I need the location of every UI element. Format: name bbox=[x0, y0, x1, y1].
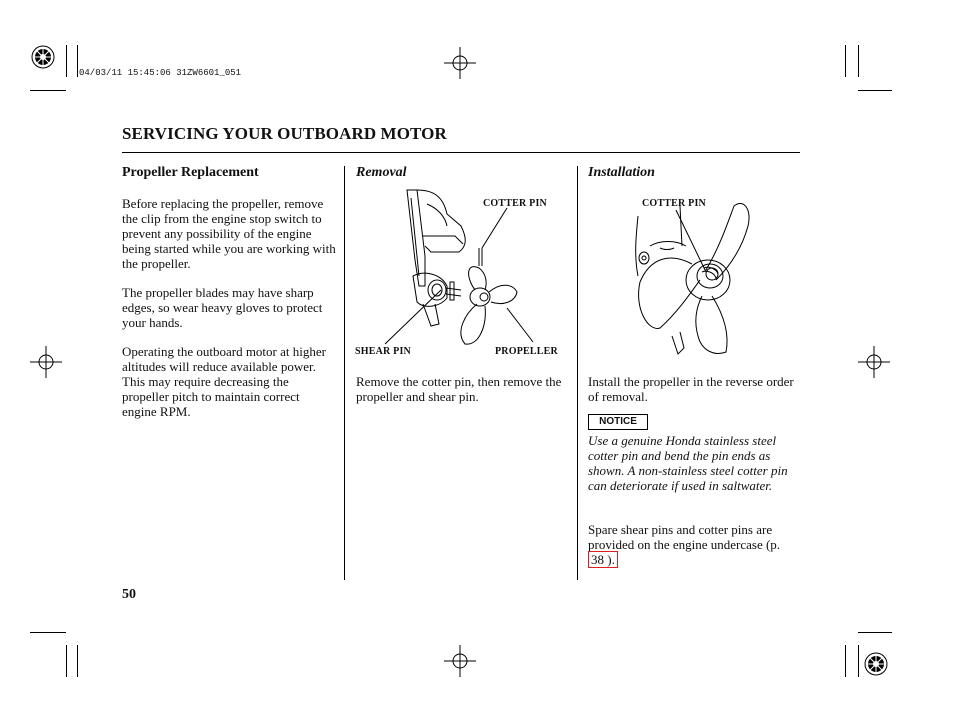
spare-pins-text bbox=[588, 522, 800, 567]
spare-pins-sentence: Spare shear pins and cotter pins are provided on the engine undercase (p. bbox=[588, 522, 781, 552]
page-number: 50 bbox=[122, 587, 136, 602]
removal-heading: Removal bbox=[356, 165, 407, 180]
paragraph-safety: Before replacing the propeller, remove the clip from the engine stop switch to prevent any possibility of the engine being started while you are working with the propeller. bbox=[122, 196, 336, 271]
starburst-mark-bottom-right bbox=[864, 652, 888, 676]
paragraph-altitude: Operating the outboard motor at higher altitudes will reduce available power. This may require decreasing the propeller pitch to maintain correct engine RPM. bbox=[122, 344, 326, 419]
paragraph-gloves: The propeller blades may have sharp edges, so wear heavy gloves to protect your hands. bbox=[122, 285, 323, 330]
column-divider-2 bbox=[577, 166, 578, 580]
removal-instructions: Remove the cotter pin, then remove the propeller and shear pin. bbox=[356, 374, 562, 404]
notice-text: Use a genuine Honda stainless steel cotter pin and bend the pin ends as shown. A non-stainless steel cotter pin can deteriorate if used in saltwater. bbox=[588, 433, 788, 493]
header-rule bbox=[122, 152, 800, 153]
registration-mark-right bbox=[858, 346, 890, 378]
section-title: SERVICING YOUR OUTBOARD MOTOR bbox=[122, 124, 447, 143]
label-propeller: PROPELLER bbox=[495, 346, 558, 357]
label-cotter-pin-installation: COTTER PIN bbox=[642, 198, 706, 209]
installation-heading: Installation bbox=[588, 165, 655, 180]
propeller-replacement-heading: Propeller Replacement bbox=[122, 165, 259, 180]
label-cotter-pin-removal: COTTER PIN bbox=[483, 198, 547, 209]
removal-illustration bbox=[355, 186, 570, 356]
label-shear-pin: SHEAR PIN bbox=[355, 346, 411, 357]
registration-mark-bottom bbox=[444, 645, 476, 677]
column-divider-1 bbox=[344, 166, 345, 580]
registration-mark-top bbox=[444, 47, 476, 79]
starburst-mark-top-left bbox=[31, 45, 55, 69]
installation-instructions: Install the propeller in the reverse order of removal. bbox=[588, 374, 794, 404]
registration-mark-left bbox=[30, 346, 62, 378]
notice-badge: NOTICE bbox=[588, 414, 648, 430]
installation-illustration bbox=[620, 196, 760, 360]
page-reference-link[interactable]: 38 ). bbox=[588, 551, 618, 568]
print-stamp: 04/03/11 15:45:06 31ZW6601_051 bbox=[79, 68, 242, 78]
